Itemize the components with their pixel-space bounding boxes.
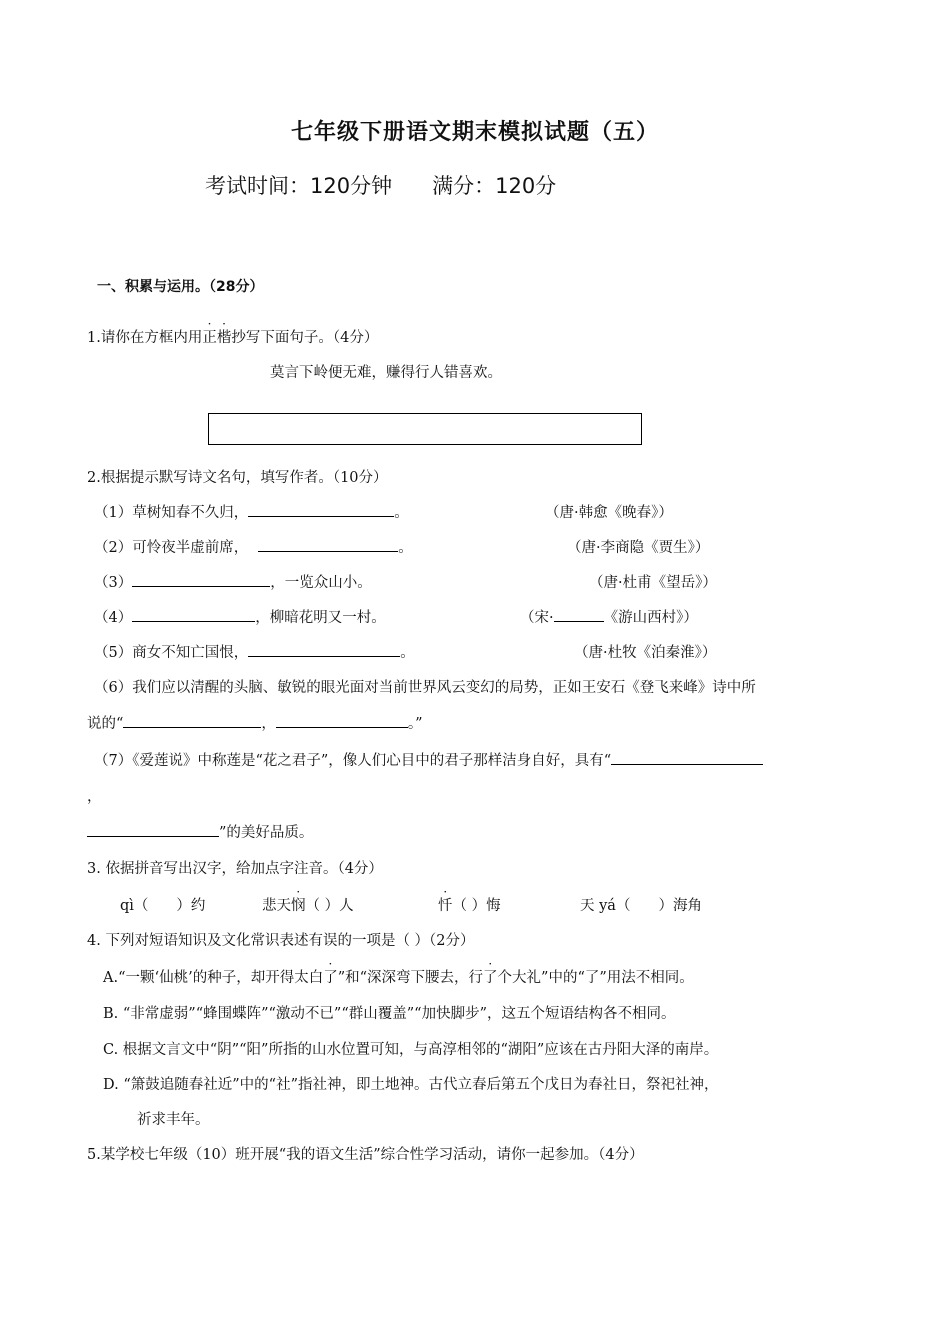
fill-blank[interactable]: [258, 537, 398, 552]
q2-item-7-comma: ，: [87, 789, 102, 805]
q2-item-1: （1）草树知春不久归， 。: [94, 501, 409, 522]
q2-source-2: （唐·李商隐《贾生》）: [567, 540, 710, 556]
q2-item-7-line1: （7）《爱莲说》中称莲是“花之君子”，像人们心目中的君子那样洁身自好，具有“: [94, 749, 763, 770]
fill-blank[interactable]: [248, 502, 394, 517]
q4-option-c[interactable]: C. 根据文言文中“阴”“阳”所指的山水位置可知，与高淳相邻的“湖阳”应该在古丹阳大泽的南岸。: [103, 1042, 719, 1058]
q2-item-6-line2: 说的“ ， 。”: [87, 712, 423, 733]
dotted-char: 楷: [216, 330, 232, 346]
question-1-stem: 1.请你在方框内用正楷抄写下面句子。（4分）: [87, 330, 379, 346]
question-2-stem: 2.根据提示默写诗文名句，填写作者。（10分）: [87, 470, 388, 486]
q2-item-3: （3） ，一览众山小。: [94, 571, 372, 592]
q2-source-3: （唐·杜甫《望岳》）: [589, 575, 717, 591]
q3-item-b: 悲天悯（ ）人: [262, 898, 354, 914]
answer-box[interactable]: [208, 413, 642, 445]
fill-blank[interactable]: [611, 750, 763, 765]
q2-item-6-line1: （6）我们应以清醒的头脑、敏锐的眼光面对当前世界风云变幻的局势，正如王安石《登飞来峰》诗中所: [94, 680, 756, 696]
question-5-stem: 5.某学校七年级（10）班开展“我的语文生活”综合性学习活动，请你一起参加。（4分）: [87, 1147, 644, 1163]
q4-option-a[interactable]: A.“一颗‘仙桃’的种子，却开得太白了”和“深深弯下腰去，行了个大礼”中的“了”用法不相同。: [103, 970, 694, 986]
q4-option-b[interactable]: B. “非常虚弱”“蜂围蝶阵”“激动不已”“群山覆盖”“加快脚步”，这五个短语结构各不相同。: [103, 1006, 676, 1022]
full-score: 满分：120分: [432, 174, 557, 198]
q3-item-a: qì（ ）约: [120, 898, 206, 914]
q2-source-1: （唐·韩愈《晚春》）: [545, 505, 673, 521]
fill-blank[interactable]: [276, 713, 408, 728]
fill-blank[interactable]: [87, 822, 219, 837]
dotted-char: 正: [202, 330, 217, 346]
q3-item-c: 忏（ ）悔: [438, 898, 501, 914]
fill-blank[interactable]: [248, 642, 400, 657]
q4-option-d-line2: 祈求丰年。: [137, 1112, 210, 1128]
q2-source-5: （唐·杜牧《泊秦淮》）: [574, 645, 717, 661]
question-4-stem: 4. 下列对短语知识及文化常识表述有误的一项是（ ）（2分）: [87, 933, 475, 949]
q3-item-d: 天 yá（ ）海角: [580, 898, 702, 914]
dotted-char: 了: [483, 970, 498, 986]
copy-sentence: 莫言下岭便无难，赚得行人错喜欢。: [270, 365, 502, 381]
question-3-stem: 3. 依据拼音写出汉字，给加点字注音。（4分）: [87, 861, 383, 877]
q4-option-d-line1[interactable]: D. “箫鼓追随春社近”中的“社”指社神，即土地神。古代立春后第五个戊日为春社日，祭祀社神，: [103, 1077, 719, 1093]
author-blank[interactable]: [554, 607, 604, 622]
dotted-char: 了: [323, 970, 338, 986]
q2-item-7-line3: ”的美好品质。: [87, 821, 313, 842]
q2-item-2: （2）可怜夜半虚前席， 。: [94, 536, 413, 557]
dotted-char: 忏: [438, 898, 453, 914]
fill-blank[interactable]: [123, 713, 261, 728]
section-heading: 一、积累与运用。（28分）: [97, 279, 264, 295]
q2-source-4: （宋· 《游山西村》）: [520, 606, 698, 627]
dotted-char: 悯: [291, 898, 306, 914]
fill-blank[interactable]: [132, 572, 270, 587]
fill-blank[interactable]: [132, 607, 255, 622]
exam-time: 考试时间：120分钟: [205, 174, 393, 198]
exam-info: [205, 170, 556, 200]
q2-item-5: （5）商女不知亡国恨， 。: [94, 641, 415, 662]
page-title: 七年级下册语文期末模拟试题（五）: [290, 120, 659, 145]
q2-item-4: （4） ，柳暗花明又一村。: [94, 606, 386, 627]
